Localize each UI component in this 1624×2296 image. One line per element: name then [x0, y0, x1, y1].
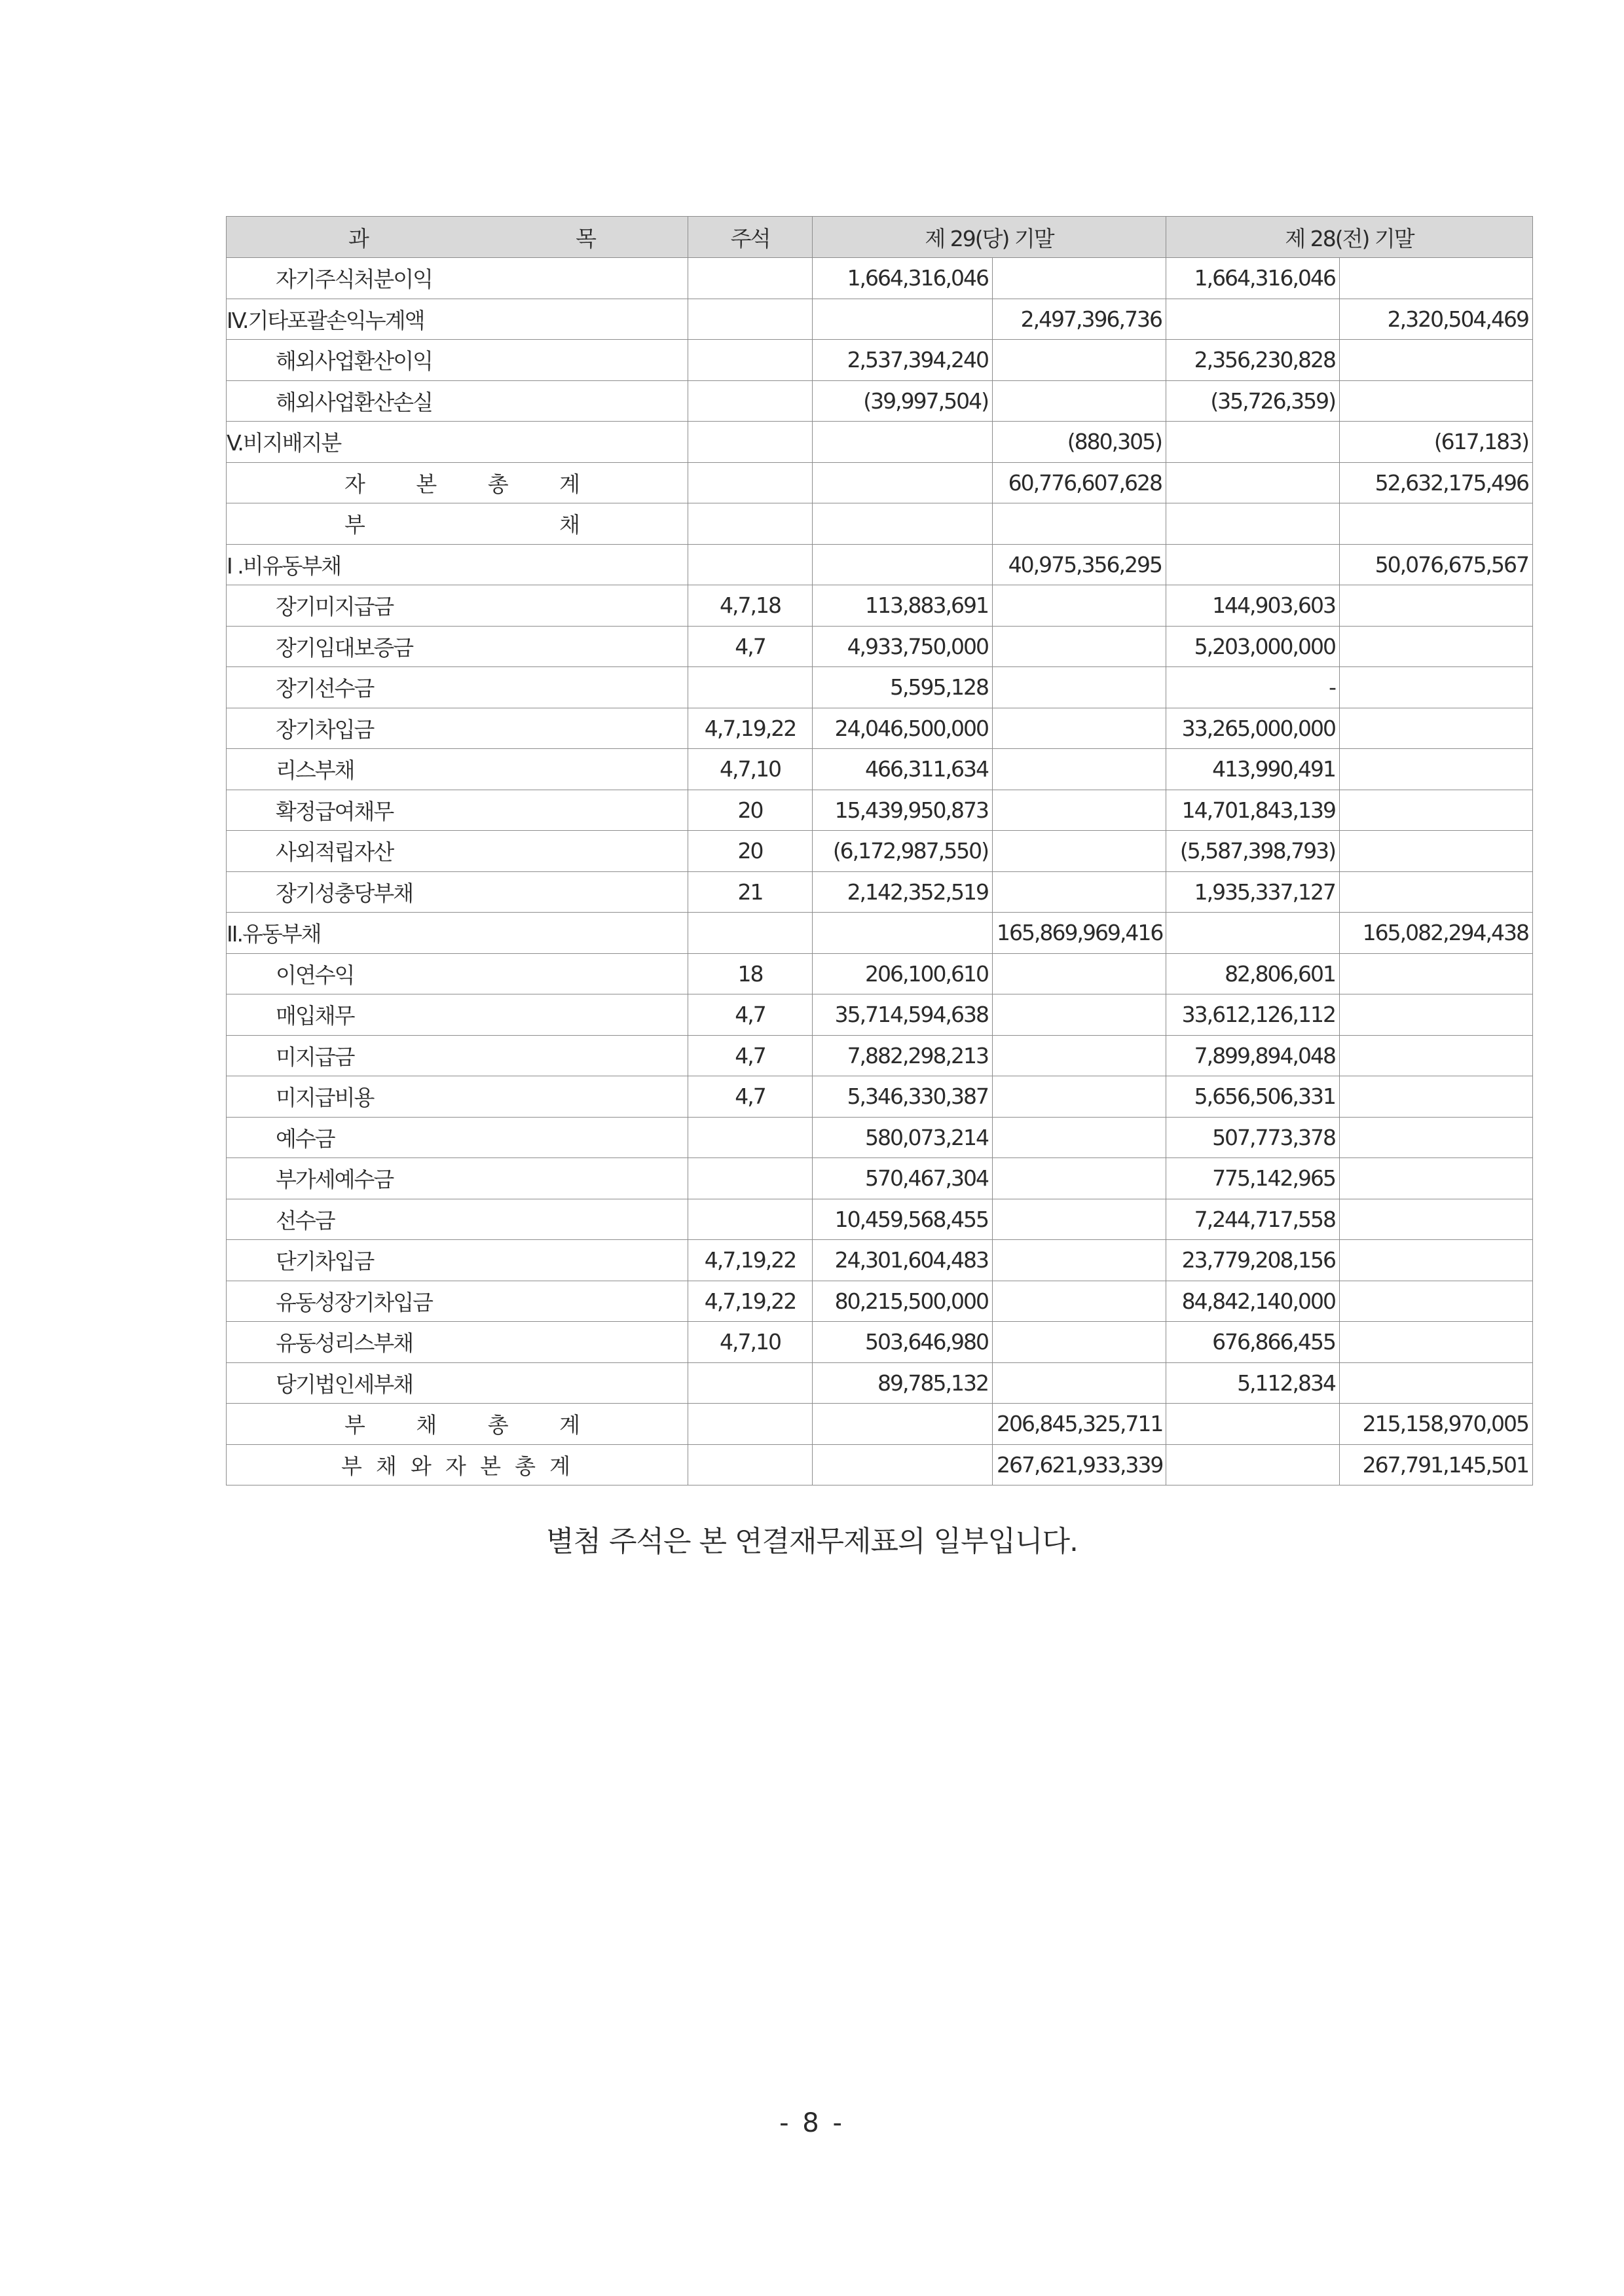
note-cell: [688, 1444, 813, 1485]
row-label: 사외적립자산: [227, 831, 688, 872]
prior-total-cell: [1340, 1281, 1533, 1322]
note-cell: [688, 1158, 813, 1199]
row-label: 장기선수금: [227, 667, 688, 708]
header-note: 주석: [688, 217, 813, 258]
current-detail-cell: [813, 422, 993, 463]
row-label-char: 자: [445, 1453, 465, 1479]
note-cell: [688, 1362, 813, 1404]
table-row: [227, 1158, 1533, 1199]
current-detail-cell: [813, 544, 993, 585]
prior-total-cell: 2,320,504,469: [1340, 299, 1533, 340]
row-label: 해외사업환산이익: [227, 340, 688, 381]
header-prior-period: 제 28(전) 기말: [1166, 217, 1533, 258]
current-detail-cell: 4,933,750,000: [813, 626, 993, 667]
current-total-cell: [993, 503, 1166, 545]
prior-detail-cell: 144,903,603: [1166, 585, 1340, 627]
prior-detail-cell: 507,773,378: [1166, 1117, 1340, 1158]
table-row: [227, 790, 1533, 831]
prior-total-cell: 215,158,970,005: [1340, 1404, 1533, 1445]
row-label: [227, 462, 688, 503]
note-cell: 4,7,19,22: [688, 708, 813, 749]
prior-total-cell: [1340, 626, 1533, 667]
prior-detail-cell: 5,656,506,331: [1166, 1076, 1340, 1118]
note-cell: [688, 913, 813, 954]
row-label: 자기주식처분이익: [227, 258, 688, 299]
note-cell: [688, 462, 813, 503]
note-cell: 4,7: [688, 1035, 813, 1076]
prior-total-cell: [1340, 667, 1533, 708]
current-total-cell: [993, 871, 1166, 913]
row-label: 장기임대보증금: [227, 626, 688, 667]
note-cell: [688, 544, 813, 585]
row-label: 미지급금: [227, 1035, 688, 1076]
current-total-cell: [993, 831, 1166, 872]
prior-total-cell: [1340, 790, 1533, 831]
table-row: [227, 1076, 1533, 1118]
prior-total-cell: [1340, 994, 1533, 1036]
current-detail-cell: 113,883,691: [813, 585, 993, 627]
prior-detail-cell: 33,265,000,000: [1166, 708, 1340, 749]
table-row: [227, 1240, 1533, 1281]
prior-detail-cell: -: [1166, 667, 1340, 708]
row-label: II.유동부채: [227, 913, 688, 954]
prior-total-cell: [1340, 953, 1533, 994]
current-detail-cell: 2,142,352,519: [813, 871, 993, 913]
prior-detail-cell: 82,806,601: [1166, 953, 1340, 994]
row-label-char: 부: [344, 1412, 364, 1438]
prior-detail-cell: 23,779,208,156: [1166, 1240, 1340, 1281]
note-cell: 20: [688, 831, 813, 872]
row-label: V.비지배지분: [227, 422, 688, 463]
current-total-cell: [993, 708, 1166, 749]
current-total-cell: [993, 626, 1166, 667]
current-detail-cell: 89,785,132: [813, 1362, 993, 1404]
prior-detail-cell: 84,842,140,000: [1166, 1281, 1340, 1322]
prior-detail-cell: [1166, 503, 1340, 545]
current-total-cell: [993, 790, 1166, 831]
current-total-cell: 40,975,356,295: [993, 544, 1166, 585]
prior-total-cell: [1340, 1362, 1533, 1404]
note-cell: 4,7,18: [688, 585, 813, 627]
table-row: [227, 380, 1533, 422]
current-detail-cell: (39,997,504): [813, 380, 993, 422]
table-row: [227, 913, 1533, 954]
prior-detail-cell: 14,701,843,139: [1166, 790, 1340, 831]
prior-total-cell: 267,791,145,501: [1340, 1444, 1533, 1485]
current-total-cell: [993, 1281, 1166, 1322]
table-row: [227, 1281, 1533, 1322]
prior-total-cell: [1340, 340, 1533, 381]
prior-total-cell: [1340, 1158, 1533, 1199]
note-cell: 21: [688, 871, 813, 913]
current-detail-cell: 466,311,634: [813, 749, 993, 790]
current-total-cell: [993, 1199, 1166, 1240]
row-label-char: 부: [344, 512, 364, 538]
current-detail-cell: 35,714,594,638: [813, 994, 993, 1036]
table-row: [227, 1404, 1533, 1445]
row-label: 유동성리스부채: [227, 1322, 688, 1363]
row-label-char: 와: [411, 1453, 430, 1479]
row-label: [227, 1444, 688, 1485]
current-detail-cell: [813, 299, 993, 340]
footnote: 별첨 주석은 본 연결재무제표의 일부입니다.: [545, 1525, 1078, 1558]
current-detail-cell: 24,301,604,483: [813, 1240, 993, 1281]
current-total-cell: [993, 749, 1166, 790]
row-label-char: 계: [559, 471, 579, 497]
prior-total-cell: 165,082,294,438: [1340, 913, 1533, 954]
table-row: [227, 1362, 1533, 1404]
row-label: 매입채무: [227, 994, 688, 1036]
table-row: [227, 1035, 1533, 1076]
table-row: [227, 544, 1533, 585]
current-total-cell: [993, 953, 1166, 994]
prior-total-cell: 52,632,175,496: [1340, 462, 1533, 503]
prior-total-cell: [1340, 871, 1533, 913]
current-detail-cell: 580,073,214: [813, 1117, 993, 1158]
note-cell: 4,7,10: [688, 749, 813, 790]
prior-total-cell: [1340, 503, 1533, 545]
prior-detail-cell: 413,990,491: [1166, 749, 1340, 790]
current-detail-cell: 1,664,316,046: [813, 258, 993, 299]
current-total-cell: [993, 340, 1166, 381]
prior-detail-cell: 1,935,337,127: [1166, 871, 1340, 913]
table-row: [227, 831, 1533, 872]
prior-detail-cell: [1166, 913, 1340, 954]
prior-detail-cell: [1166, 1404, 1340, 1445]
table-row: [227, 299, 1533, 340]
prior-detail-cell: 5,203,000,000: [1166, 626, 1340, 667]
table-row: [227, 953, 1533, 994]
table-row: [227, 1117, 1533, 1158]
current-total-cell: [993, 380, 1166, 422]
note-cell: [688, 1199, 813, 1240]
row-label-char: 자: [344, 471, 364, 497]
prior-detail-cell: 2,356,230,828: [1166, 340, 1340, 381]
current-detail-cell: 206,100,610: [813, 953, 993, 994]
current-total-cell: (880,305): [993, 422, 1166, 463]
prior-total-cell: [1340, 1035, 1533, 1076]
note-cell: [688, 667, 813, 708]
current-detail-cell: 570,467,304: [813, 1158, 993, 1199]
row-label: 장기차입금: [227, 708, 688, 749]
row-label: 장기성충당부채: [227, 871, 688, 913]
table-row: [227, 585, 1533, 627]
current-total-cell: [993, 1322, 1166, 1363]
current-total-cell: 267,621,933,339: [993, 1444, 1166, 1485]
row-label: 미지급비용: [227, 1076, 688, 1118]
row-label: [227, 503, 688, 545]
row-label-char: 채: [559, 512, 579, 538]
header-subject-char: 과: [348, 225, 368, 251]
row-label: 당기법인세부채: [227, 1362, 688, 1404]
prior-detail-cell: 7,244,717,558: [1166, 1199, 1340, 1240]
table-row: [227, 994, 1533, 1036]
note-cell: 4,7: [688, 626, 813, 667]
current-total-cell: 60,776,607,628: [993, 462, 1166, 503]
row-label: 부가세예수금: [227, 1158, 688, 1199]
note-cell: [688, 1404, 813, 1445]
prior-detail-cell: [1166, 422, 1340, 463]
prior-total-cell: [1340, 1199, 1533, 1240]
current-total-cell: [993, 1076, 1166, 1118]
current-total-cell: [993, 1362, 1166, 1404]
table-row: [227, 503, 1533, 545]
prior-total-cell: (617,183): [1340, 422, 1533, 463]
current-total-cell: [993, 1158, 1166, 1199]
row-label-char: 채: [376, 1453, 396, 1479]
note-cell: 4,7: [688, 994, 813, 1036]
note-cell: 20: [688, 790, 813, 831]
current-total-cell: [993, 1117, 1166, 1158]
prior-detail-cell: [1166, 1444, 1340, 1485]
header-current-period: 제 29(당) 기말: [813, 217, 1166, 258]
current-detail-cell: 15,439,950,873: [813, 790, 993, 831]
prior-total-cell: [1340, 708, 1533, 749]
row-label-char: 총: [487, 1412, 507, 1438]
table-row: [227, 871, 1533, 913]
row-label-char: 계: [559, 1412, 579, 1438]
current-detail-cell: 5,595,128: [813, 667, 993, 708]
header-subject: [227, 217, 688, 258]
note-cell: 18: [688, 953, 813, 994]
current-total-cell: 165,869,969,416: [993, 913, 1166, 954]
prior-total-cell: 50,076,675,567: [1340, 544, 1533, 585]
note-cell: 4,7,19,22: [688, 1240, 813, 1281]
prior-total-cell: [1340, 1076, 1533, 1118]
current-detail-cell: (6,172,987,550): [813, 831, 993, 872]
prior-total-cell: [1340, 585, 1533, 627]
row-label-char: 본: [480, 1453, 500, 1479]
current-total-cell: [993, 1240, 1166, 1281]
current-detail-cell: [813, 1404, 993, 1445]
row-label: I .비유동부채: [227, 544, 688, 585]
current-detail-cell: [813, 462, 993, 503]
current-detail-cell: [813, 503, 993, 545]
row-label: 리스부채: [227, 749, 688, 790]
prior-detail-cell: 1,664,316,046: [1166, 258, 1340, 299]
row-label-char: 총: [515, 1453, 534, 1479]
note-cell: [688, 258, 813, 299]
table-header-row: [227, 217, 1533, 258]
current-detail-cell: 7,882,298,213: [813, 1035, 993, 1076]
note-cell: [688, 380, 813, 422]
current-total-cell: [993, 994, 1166, 1036]
table-row: [227, 708, 1533, 749]
prior-detail-cell: 676,866,455: [1166, 1322, 1340, 1363]
current-detail-cell: 2,537,394,240: [813, 340, 993, 381]
header-subject-char: 목: [576, 225, 595, 251]
current-detail-cell: [813, 1444, 993, 1485]
row-label-char: 계: [549, 1453, 569, 1479]
prior-detail-cell: [1166, 544, 1340, 585]
current-detail-cell: 10,459,568,455: [813, 1199, 993, 1240]
prior-detail-cell: [1166, 299, 1340, 340]
table-row: [227, 626, 1533, 667]
note-cell: [688, 299, 813, 340]
table-row: [227, 749, 1533, 790]
current-total-cell: [993, 1035, 1166, 1076]
financial-statement-table: [226, 216, 1533, 1485]
prior-detail-cell: (5,587,398,793): [1166, 831, 1340, 872]
row-label: 유동성장기차입금: [227, 1281, 688, 1322]
prior-detail-cell: 5,112,834: [1166, 1362, 1340, 1404]
row-label: 선수금: [227, 1199, 688, 1240]
row-label: IV.기타포괄손익누계액: [227, 299, 688, 340]
note-cell: [688, 503, 813, 545]
row-label: 장기미지급금: [227, 585, 688, 627]
row-label-char: 부: [341, 1453, 361, 1479]
current-detail-cell: 503,646,980: [813, 1322, 993, 1363]
note-cell: [688, 1117, 813, 1158]
table-row: [227, 422, 1533, 463]
table-row: [227, 1444, 1533, 1485]
row-label: 이연수익: [227, 953, 688, 994]
prior-total-cell: [1340, 1240, 1533, 1281]
row-label-char: 총: [487, 471, 507, 497]
current-detail-cell: 24,046,500,000: [813, 708, 993, 749]
prior-total-cell: [1340, 1322, 1533, 1363]
table-row: [227, 462, 1533, 503]
table-row: [227, 1199, 1533, 1240]
row-label: 해외사업환산손실: [227, 380, 688, 422]
note-cell: [688, 422, 813, 463]
table-row: [227, 340, 1533, 381]
row-label: 확정급여채무: [227, 790, 688, 831]
prior-detail-cell: 33,612,126,112: [1166, 994, 1340, 1036]
prior-total-cell: [1340, 380, 1533, 422]
current-total-cell: 2,497,396,736: [993, 299, 1166, 340]
current-detail-cell: [813, 913, 993, 954]
note-cell: 4,7: [688, 1076, 813, 1118]
row-label-char: 본: [416, 471, 436, 497]
prior-total-cell: [1340, 258, 1533, 299]
prior-total-cell: [1340, 749, 1533, 790]
current-total-cell: [993, 258, 1166, 299]
current-total-cell: [993, 667, 1166, 708]
current-total-cell: [993, 585, 1166, 627]
current-detail-cell: 5,346,330,387: [813, 1076, 993, 1118]
prior-total-cell: [1340, 831, 1533, 872]
row-label: 단기차입금: [227, 1240, 688, 1281]
table-row: [227, 258, 1533, 299]
current-detail-cell: 80,215,500,000: [813, 1281, 993, 1322]
current-total-cell: 206,845,325,711: [993, 1404, 1166, 1445]
page-number: - 8 -: [779, 2108, 845, 2138]
table-row: [227, 667, 1533, 708]
row-label: 예수금: [227, 1117, 688, 1158]
row-label-char: 채: [416, 1412, 436, 1438]
note-cell: 4,7,19,22: [688, 1281, 813, 1322]
prior-detail-cell: (35,726,359): [1166, 380, 1340, 422]
table-row: [227, 1322, 1533, 1363]
prior-detail-cell: [1166, 462, 1340, 503]
prior-detail-cell: 775,142,965: [1166, 1158, 1340, 1199]
note-cell: 4,7,10: [688, 1322, 813, 1363]
prior-total-cell: [1340, 1117, 1533, 1158]
note-cell: [688, 340, 813, 381]
prior-detail-cell: 7,899,894,048: [1166, 1035, 1340, 1076]
row-label: [227, 1404, 688, 1445]
